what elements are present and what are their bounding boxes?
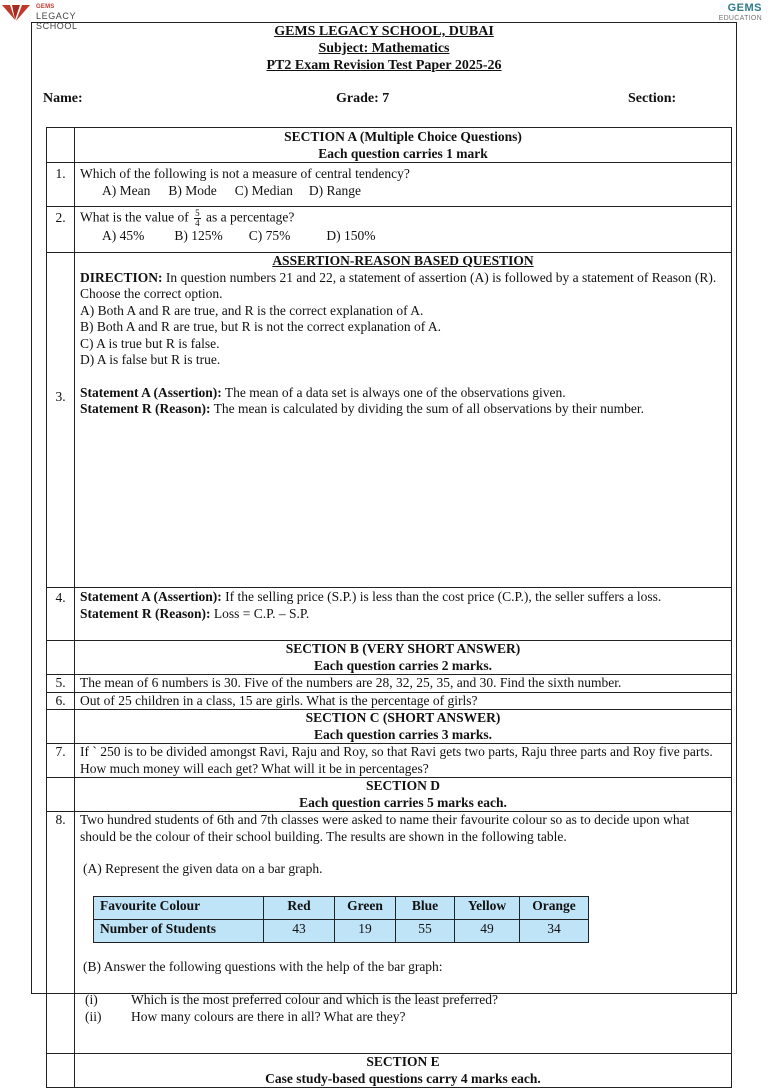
question-text (80, 209, 726, 228)
section-c-header (47, 710, 732, 744)
question-number: 2. (47, 207, 75, 253)
question-1 (47, 163, 732, 207)
question-number: 6. (47, 692, 75, 710)
assertion-heading: ASSERTION-REASON BASED QUESTION (272, 253, 534, 268)
statement-a: Statement A (Assertion): The mean of a data set is always one of the observations given. (80, 384, 566, 400)
direction-text: DIRECTION: In question numbers 21 and 22, a statement of assertion (A) is followed by a statement of Reason (R). Choose the correct option. (80, 269, 717, 301)
count-row-label: Number of Students (94, 919, 264, 942)
options (80, 183, 726, 200)
gems-logo-icon (2, 2, 34, 22)
sub-question-text: Which is the most preferred colour and which is the least preferred? (131, 992, 498, 1007)
paper-title: PT2 Exam Revision Test Paper 2025-26 (266, 58, 502, 73)
question-number: 5. (47, 675, 75, 693)
section-b-marks: Each question carries 2 marks. (313, 657, 493, 673)
grade-label: Grade: 7 (336, 91, 390, 106)
question-2 (47, 207, 732, 253)
logo-school-name: LEGACY SCHOOL (36, 11, 78, 31)
question-number: 8. (47, 812, 75, 1054)
section-e-marks: Case study-based questions carry 4 marks each. (265, 1070, 541, 1086)
colour-header-label: Favourite Colour (94, 896, 264, 919)
school-logo (2, 2, 117, 31)
section-d-title: SECTION D (366, 778, 440, 793)
sub-question-number: (ii) (85, 1008, 102, 1024)
question-number: 1. (47, 163, 75, 207)
logo-education: EDUCATION (718, 15, 762, 22)
name-label: Name: (43, 91, 83, 106)
section-d-header (47, 778, 732, 812)
section-a-header (47, 128, 732, 163)
section-e-header (47, 1054, 732, 1088)
question-4 (47, 588, 732, 641)
question-number: 7. (47, 744, 75, 778)
fraction-denominator: 4 (195, 218, 200, 228)
choice-a: A) Both A and R are true, and R is the correct explanation of A. (80, 302, 424, 318)
question-text: Out of 25 children in a class, 15 are girls. What is the percentage of girls? (75, 692, 732, 710)
choice-c: C) A is true but R is false. (80, 335, 220, 351)
sub-question-2 (80, 1009, 726, 1026)
option-d: D) 150% (326, 228, 376, 243)
colour-cell: Yellow (455, 896, 520, 919)
count-cell: 55 (396, 919, 455, 942)
section-c-marks: Each question carries 3 marks. (313, 726, 493, 742)
question-number: 4. (47, 588, 75, 641)
question-3 (47, 253, 732, 588)
option-c: C) 75% (248, 228, 291, 243)
option-b: B) 125% (174, 228, 223, 243)
question-text: The mean of 6 numbers is 30. Five of the numbers are 28, 32, 25, 35, and 30. Find the sixth number. (75, 675, 732, 693)
section-a-title: SECTION A (Multiple Choice Questions) (284, 129, 522, 144)
colour-cell: Orange (520, 896, 589, 919)
sub-question-text: How many colours are there in all? What are they? (131, 1008, 406, 1024)
section-b-title: SECTION B (VERY SHORT ANSWER) (285, 641, 521, 656)
colour-header-row (94, 896, 589, 919)
option-a: A) 45% (102, 228, 145, 243)
question-text: Two hundred students of 6th and 7th classes were asked to name their favourite colour so as to decide upon what should be the colour of their school building. The results are shown in the following table. (80, 812, 690, 844)
sub-question-number: (i) (85, 992, 98, 1007)
fraction (194, 209, 201, 228)
option-a: A) Mean (102, 182, 151, 198)
option-b: B) Mode (168, 182, 217, 198)
section-e-title: SECTION E (366, 1054, 440, 1069)
count-cell: 43 (264, 919, 335, 942)
statement-r: Statement R (Reason): Loss = C.P. – S.P. (80, 605, 310, 621)
section-label: Section: (628, 91, 677, 106)
question-5 (47, 675, 732, 693)
part-a: (A) Represent the given data on a bar graph. (83, 861, 323, 876)
sub-question-1 (80, 992, 726, 1009)
question-text-before: What is the value of (80, 209, 189, 225)
gems-education-logo (712, 3, 762, 23)
logo-brand-right: GEMS (727, 2, 762, 14)
subject-title: Subject: Mathematics (318, 41, 450, 56)
logo-brand: GEMS (36, 4, 55, 10)
section-c-title: SECTION C (SHORT ANSWER) (305, 710, 501, 725)
question-6 (47, 692, 732, 710)
statement-a: Statement A (Assertion): If the selling price (S.P.) is less than the cost price (C.P.), the seller suffers a loss. (80, 589, 662, 604)
count-cell: 34 (520, 919, 589, 942)
colour-table (93, 896, 589, 943)
question-number: 3. (47, 253, 75, 588)
colour-cell: Green (335, 896, 396, 919)
question-text-after: as a percentage? (205, 209, 295, 225)
question-8 (47, 812, 732, 1054)
fraction-numerator: 5 (195, 208, 200, 218)
count-cell: 49 (455, 919, 520, 942)
question-text: Which of the following is not a measure of central tendency? (80, 166, 410, 181)
section-d-marks: Each question carries 5 marks each. (299, 794, 507, 810)
count-row (94, 919, 589, 942)
school-title: GEMS LEGACY SCHOOL, DUBAI (274, 24, 494, 39)
option-c: C) Median (234, 182, 293, 198)
question-7 (47, 744, 732, 778)
count-cell: 19 (335, 919, 396, 942)
section-a-marks: Each question carries 1 mark (318, 145, 488, 161)
question-text: If ` 250 is to be divided amongst Ravi, Raju and Roy, so that Ravi gets two parts, Raju three parts and Roy five parts. How much money will each get? What will it be in percentages? (75, 744, 732, 778)
section-b-header (47, 641, 732, 675)
option-d: D) Range (308, 182, 361, 198)
options (80, 228, 726, 245)
colour-cell: Blue (396, 896, 455, 919)
question-table (46, 127, 732, 1088)
choice-b: B) Both A and R are true, but R is not the correct explanation of A. (80, 319, 442, 334)
statement-r: Statement R (Reason): The mean is calculated by dividing the sum of all observations by their number. (80, 401, 645, 416)
colour-cell: Red (264, 896, 335, 919)
choice-d: D) A is false but R is true. (80, 352, 221, 367)
part-b: (B) Answer the following questions with the help of the bar graph: (83, 958, 443, 974)
